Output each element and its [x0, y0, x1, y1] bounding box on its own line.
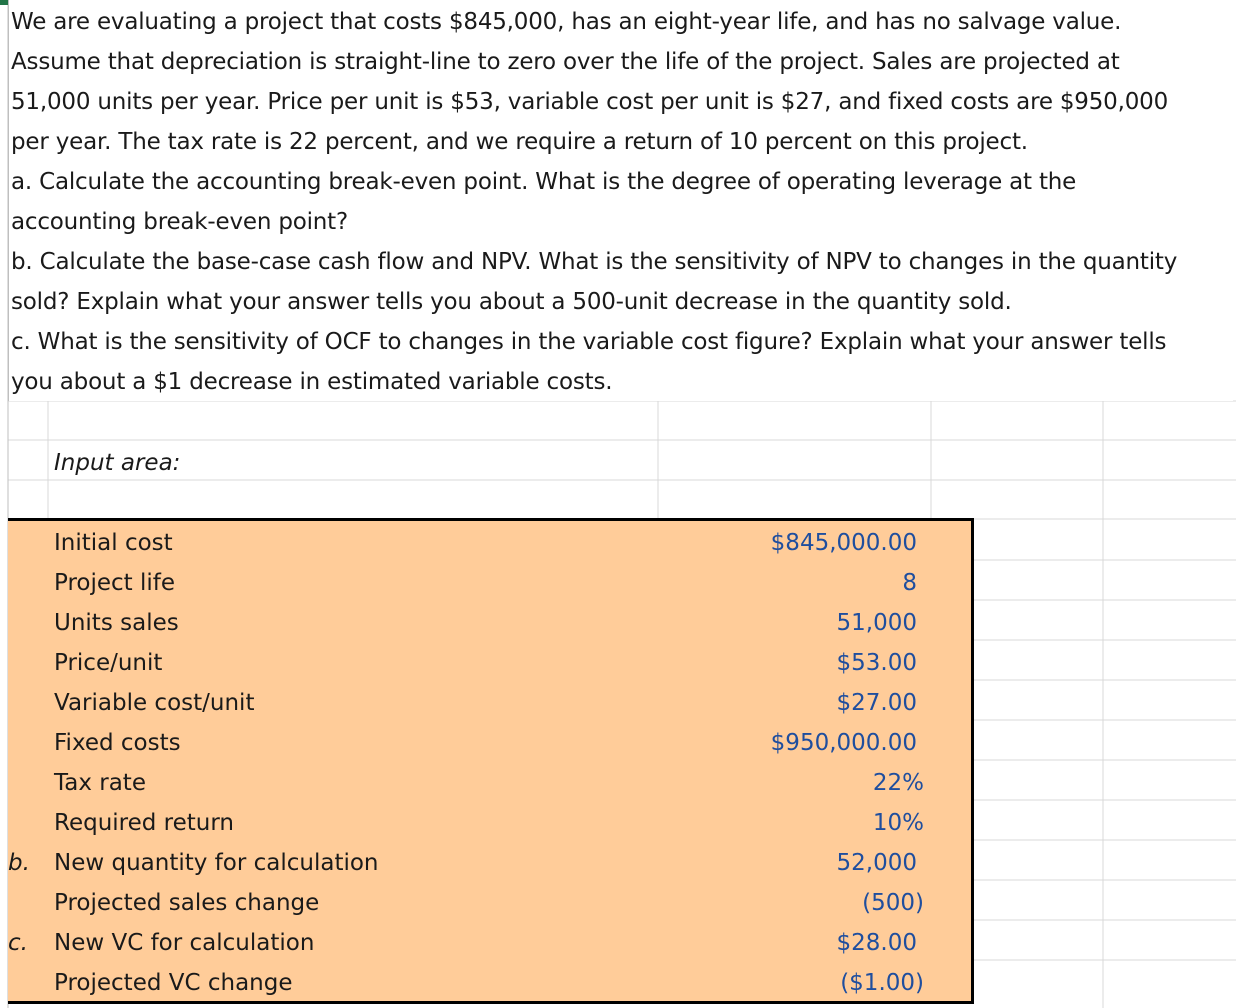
problem-line: per year. The tax rate is 22 percent, and we require a return of 10 percent on this project.	[11, 129, 1028, 155]
input-table	[8, 518, 974, 1004]
input-value[interactable]: ($1.00)	[840, 970, 924, 996]
problem-line: accounting break-even point?	[11, 209, 348, 235]
input-value[interactable]: (500)	[862, 890, 924, 916]
problem-line: 51,000 units per year. Price per unit is $53, variable cost per unit is $27, and fixed costs are $950,000	[11, 89, 1169, 115]
input-label[interactable]: Required return	[54, 810, 235, 836]
input-row	[8, 523, 971, 563]
input-label[interactable]: Projected VC change	[54, 970, 293, 996]
problem-line: b. Calculate the base-case cash flow and NPV. What is the sensitivity of NPV to changes in the quantity	[11, 249, 1178, 275]
input-row	[8, 883, 971, 923]
input-label[interactable]: New quantity for calculation	[54, 850, 379, 876]
input-row	[8, 643, 971, 683]
input-value[interactable]: 51,000	[836, 610, 917, 636]
input-row	[8, 683, 971, 723]
input-label[interactable]: Price/unit	[54, 650, 163, 676]
input-label[interactable]: New VC for calculation	[54, 930, 315, 956]
input-row	[8, 563, 971, 603]
problem-line: sold? Explain what your answer tells you about a 500-unit decrease in the quantity sold.	[11, 289, 1012, 315]
input-row	[8, 723, 971, 763]
problem-line: a. Calculate the accounting break-even point. What is the degree of operating leverage at the	[11, 169, 1077, 195]
input-value[interactable]: $950,000.00	[770, 730, 917, 756]
input-label[interactable]: Variable cost/unit	[54, 690, 255, 716]
input-value[interactable]: 10%	[872, 810, 924, 836]
input-label[interactable]: Fixed costs	[54, 730, 181, 756]
problem-statement[interactable]	[8, 0, 1233, 401]
input-row	[8, 803, 971, 843]
problem-line: c. What is the sensitivity of OCF to changes in the variable cost figure? Explain what your answer tells	[11, 329, 1167, 355]
problem-line: you about a $1 decrease in estimated variable costs.	[11, 369, 613, 395]
row-marker: b.	[8, 850, 30, 876]
input-label[interactable]: Tax rate	[54, 770, 146, 796]
input-value[interactable]: 22%	[872, 770, 924, 796]
input-label[interactable]: Initial cost	[54, 530, 173, 556]
input-value[interactable]: 8	[902, 570, 917, 596]
input-value[interactable]: $27.00	[836, 690, 917, 716]
input-row	[8, 763, 971, 803]
input-value[interactable]: $28.00	[836, 930, 917, 956]
input-value[interactable]: $53.00	[836, 650, 917, 676]
input-label[interactable]: Project life	[54, 570, 176, 596]
input-value[interactable]: 52,000	[836, 850, 917, 876]
input-value[interactable]: $845,000.00	[770, 530, 917, 556]
input-row	[8, 923, 971, 963]
input-row	[8, 843, 971, 883]
input-row	[8, 603, 971, 643]
row-marker: c.	[8, 930, 28, 956]
input-row	[8, 963, 971, 1003]
problem-line: Assume that depreciation is straight-line to zero over the life of the project. Sales are projected at	[11, 49, 1120, 75]
input-area-title[interactable]: Input area:	[54, 450, 181, 476]
problem-line: We are evaluating a project that costs $845,000, has an eight-year life, and has no salvage value.	[11, 9, 1122, 35]
input-label[interactable]: Units sales	[54, 610, 179, 636]
input-label[interactable]: Projected sales change	[54, 890, 320, 916]
